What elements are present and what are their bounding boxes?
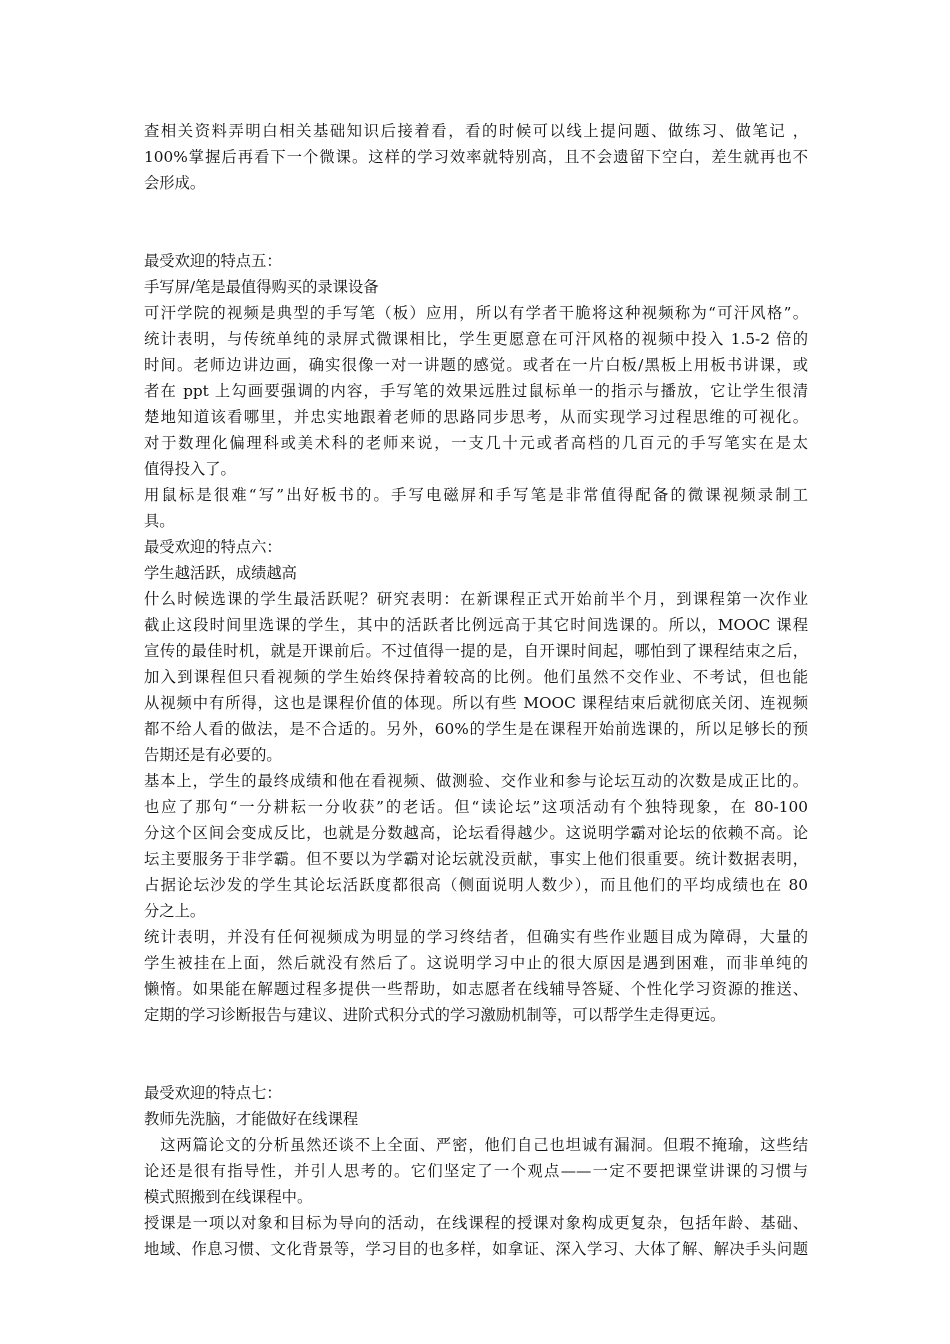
text-line: 对于数理化偏理科或美术科的老师来说，一支几十元或者高档的几百元的手写笔实在是太 bbox=[144, 434, 808, 452]
section-heading: 最受欢迎的特点七： bbox=[144, 1084, 282, 1102]
text-line: 坛主要服务于非学霸。但不要以为学霸对论坛就没贡献，事实上他们很重要。统计数据表明， bbox=[144, 850, 808, 868]
paragraph bbox=[144, 482, 808, 534]
spacer bbox=[144, 1028, 808, 1080]
text-line: 分这个区间会变成反比，也就是分数越高，论坛看得越少。这说明学霸对论坛的依赖不高。论 bbox=[144, 824, 808, 842]
text-line: 可汗学院的视频是典型的手写笔（板）应用，所以有学者干脆将这种视频称为“可汗风格”。 bbox=[144, 304, 808, 322]
text-line: 宣传的最佳时机，就是开课前后。不过值得一提的是，自开课时间起，哪怕到了课程结束之后， bbox=[144, 642, 808, 660]
spacer bbox=[144, 196, 808, 248]
text-line: 什么时候选课的学生最活跃呢？研究表明：在新课程正式开始前半个月，到课程第一次作业 bbox=[144, 590, 808, 608]
section-feature-five bbox=[144, 248, 808, 534]
text-line: 占据论坛沙发的学生其论坛活跃度都很高（侧面说明人数少），而且他们的平均成绩也在 80 bbox=[144, 876, 808, 894]
text-line: 加入到课程但只看视频的学生始终保持着较高的比例。他们虽然不交作业、不考试，但也能 bbox=[144, 668, 808, 686]
text-line: 学生被挂在上面，然后就没有然后了。这说明学习中止的很大原因是遇到困难，而非单纯的 bbox=[144, 954, 808, 972]
text-line: 者在 ppt 上勾画要强调的内容，手写笔的效果远胜过鼠标单一的指示与播放，它让学生很清 bbox=[144, 382, 808, 400]
text-line: 模式照搬到在线课程中。 bbox=[144, 1188, 313, 1206]
section-heading: 最受欢迎的特点六： bbox=[144, 538, 282, 556]
text-line: 100%掌握后再看下一个微课。这样的学习效率就特别高，且不会遗留下空白，差生就再也不 bbox=[144, 148, 808, 166]
text-line: 基本上，学生的最终成绩和他在看视频、做测验、交作业和参与论坛互动的次数是成正比的。 bbox=[144, 772, 808, 790]
section-feature-six bbox=[144, 534, 808, 1028]
text-line: 定期的学习诊断报告与建议、进阶式积分式的学习激励机制等，可以帮学生走得更远。 bbox=[144, 1006, 726, 1024]
text-line: 用鼠标是很难“写”出好板书的。手写电磁屏和手写笔是非常值得配备的微课视频录制工 bbox=[144, 486, 808, 504]
text-line: 时间。老师边讲边画，确实很像一对一讲题的感觉。或者在一片白板/黑板上用板书讲课，或 bbox=[144, 356, 808, 374]
text-line: 懒惰。如果能在解题过程多提供一些帮助，如志愿者在线辅导答疑、个性化学习资源的推送、 bbox=[144, 980, 808, 998]
text-line: 会形成。 bbox=[144, 174, 206, 192]
text-line: 告期还是有必要的。 bbox=[144, 746, 282, 764]
text-line: 分之上。 bbox=[144, 902, 206, 920]
text-line: 具。 bbox=[144, 512, 175, 530]
text-line: 也应了那句“一分耕耘一分收获”的老话。但“读论坛”这项活动有个独特现象，在 80-100 bbox=[144, 798, 808, 816]
paragraph bbox=[144, 924, 808, 1028]
text-line: 都不给人看的做法，是不合适的。另外，60%的学生是在课程开始前选课的，所以足够长的预 bbox=[144, 720, 808, 738]
text-line: 授课是一项以对象和目标为导向的活动，在线课程的授课对象构成更复杂，包括年龄、基础、 bbox=[144, 1214, 808, 1232]
text-line: 楚地知道该看哪里，并忠实地跟着老师的思路同步思考，从而实现学习过程思维的可视化。 bbox=[144, 408, 808, 426]
paragraph bbox=[144, 586, 808, 768]
intro-paragraph bbox=[144, 118, 808, 196]
paragraph bbox=[144, 300, 808, 482]
section-subtitle: 学生越活跃，成绩越高 bbox=[144, 564, 297, 582]
text-line: 值得投入了。 bbox=[144, 460, 236, 478]
text-line: 这两篇论文的分析虽然还谈不上全面、严密，他们自己也坦诚有漏洞。但瑕不掩瑜，这些结 bbox=[144, 1136, 808, 1154]
section-heading: 最受欢迎的特点五： bbox=[144, 252, 282, 270]
text-line: 查相关资料弄明白相关基础知识后接着看，看的时候可以线上提问题、做练习、做笔记 ， bbox=[144, 122, 808, 140]
text-line: 地域、作息习惯、文化背景等，学习目的也多样，如拿证、深入学习、大体了解、解决手头问题 bbox=[144, 1240, 808, 1258]
text-line: 统计表明，并没有任何视频成为明显的学习终结者，但确实有些作业题目成为障碍，大量的 bbox=[144, 928, 808, 946]
section-feature-seven bbox=[144, 1080, 808, 1262]
text-line: 从视频中有所得，这也是课程价值的体现。所以有些 MOOC 课程结束后就彻底关闭、连视频 bbox=[144, 694, 808, 712]
text-line: 截止这段时间里选课的学生，其中的活跃者比例远高于其它时间选课的。所以，MOOC 课程 bbox=[144, 616, 808, 634]
section-subtitle: 手写屏/笔是最值得购买的录课设备 bbox=[144, 278, 379, 296]
document-page bbox=[144, 118, 808, 1262]
section-subtitle: 教师先洗脑，才能做好在线课程 bbox=[144, 1110, 359, 1128]
paragraph bbox=[144, 1210, 808, 1262]
paragraph bbox=[144, 1132, 808, 1210]
paragraph bbox=[144, 768, 808, 924]
text-line: 论还是很有指导性，并引人思考的。它们坚定了一个观点——一定不要把课堂讲课的习惯与 bbox=[144, 1162, 808, 1180]
text-line: 统计表明，与传统单纯的录屏式微课相比，学生更愿意在可汗风格的视频中投入 1.5-2 倍的 bbox=[144, 330, 808, 348]
